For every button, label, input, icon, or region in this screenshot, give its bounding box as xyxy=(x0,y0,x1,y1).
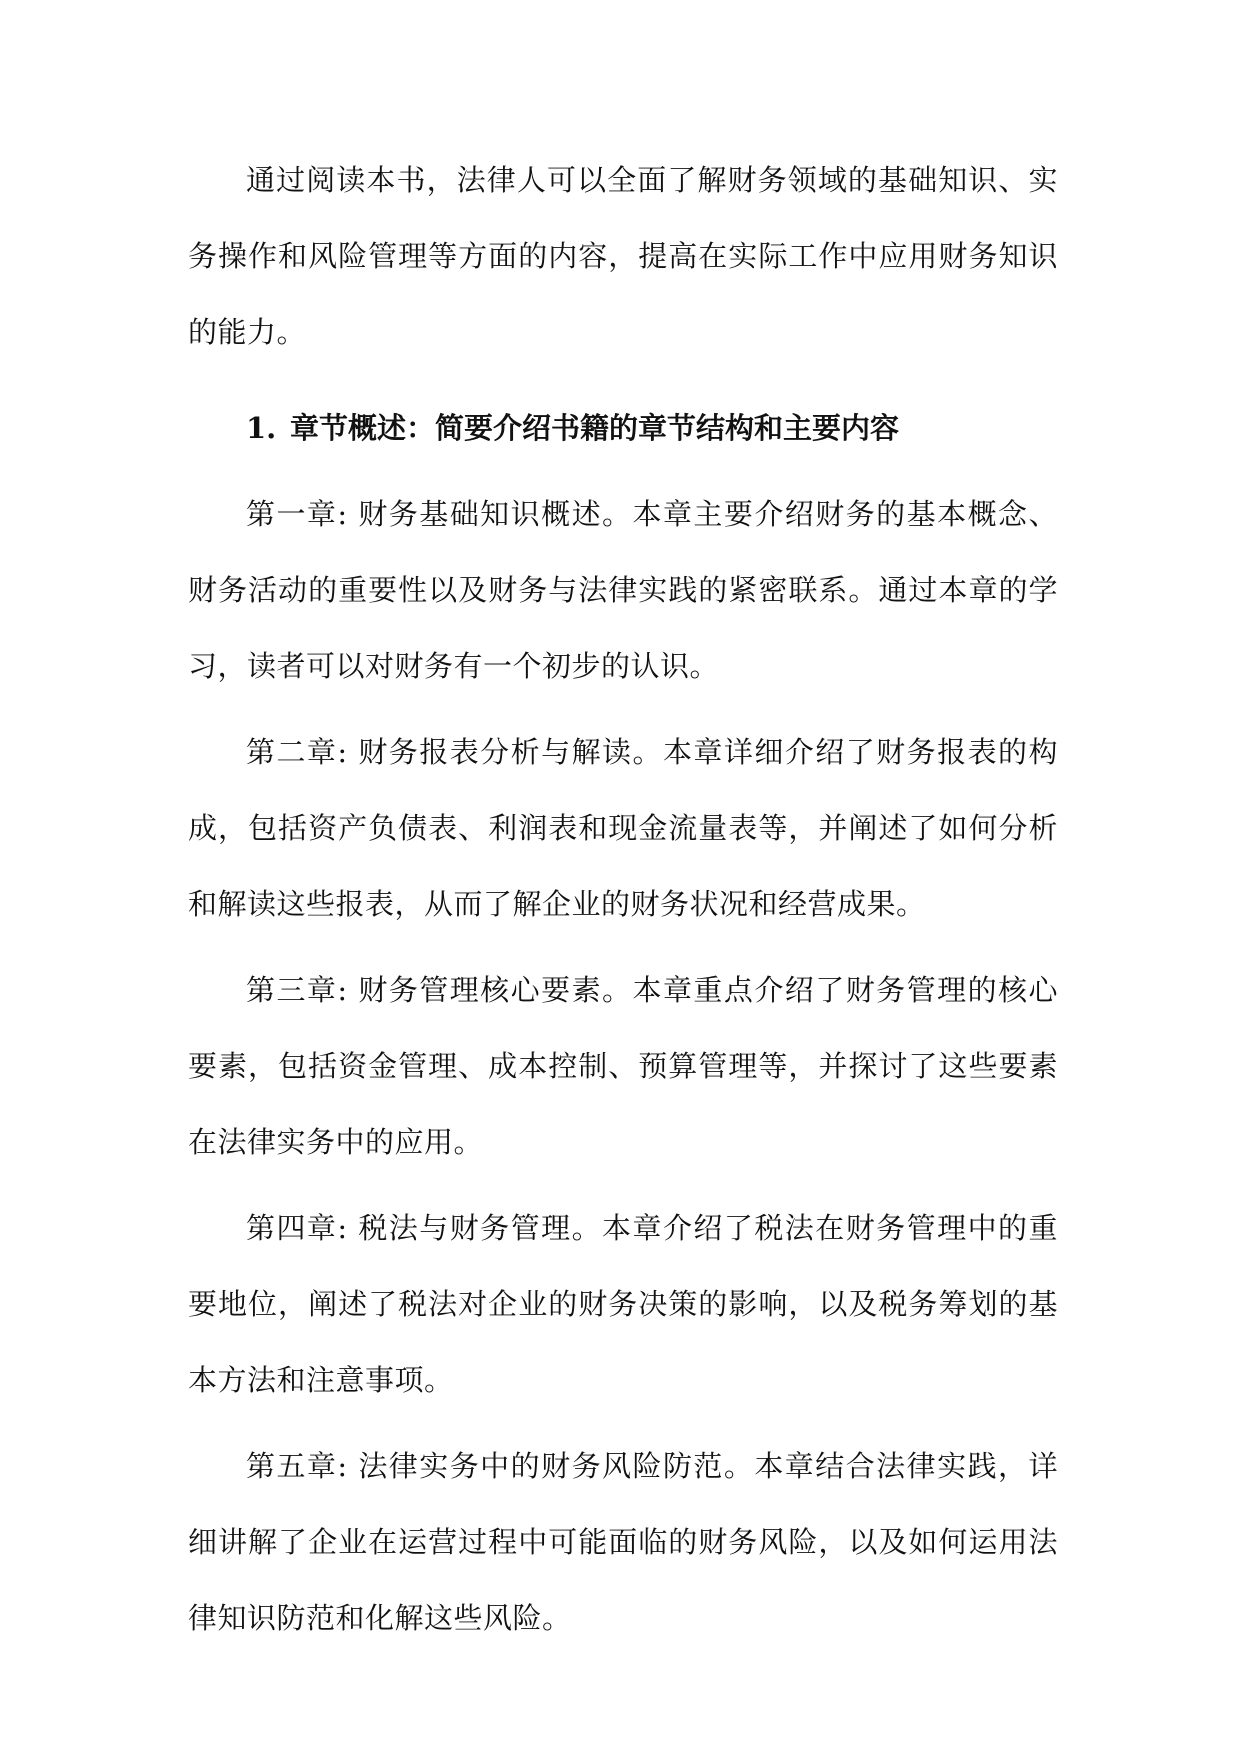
page-content xyxy=(188,142,1058,1666)
chapter-2-paragraph: 第二章: 财务报表分析与解读。本章详细介绍了财务报表的构成，包括资产负债表、利润表和现金流量表等，并阐述了如何分析和解读这些报表，从而了解企业的财务状况和经营成果。 xyxy=(188,735,1058,921)
intro-paragraph: 通过阅读本书，法律人可以全面了解财务领域的基础知识、实务操作和风险管理等方面的内容，提高在实际工作中应用财务知识的能力。 xyxy=(188,163,1058,349)
chapter-1-paragraph: 第一章: 财务基础知识概述。本章主要介绍财务的基本概念、财务活动的重要性以及财务与法律实践的紧密联系。通过本章的学习，读者可以对财务有一个初步的认识。 xyxy=(188,497,1058,683)
chapter-3-paragraph: 第三章: 财务管理核心要素。本章重点介绍了财务管理的核心要素，包括资金管理、成本控制、预算管理等，并探讨了这些要素在法律实务中的应用。 xyxy=(188,973,1058,1159)
chapter-4-paragraph: 第四章: 税法与财务管理。本章介绍了税法在财务管理中的重要地位，阐述了税法对企业的财务决策的影响，以及税务筹划的基本方法和注意事项。 xyxy=(188,1211,1058,1397)
chapter-5-paragraph: 第五章: 法律实务中的财务风险防范。本章结合法律实践，详细讲解了企业在运营过程中可能面临的财务风险，以及如何运用法律知识防范和化解这些风险。 xyxy=(188,1449,1058,1635)
section-number: 1. xyxy=(246,411,277,445)
section-title: 章节概述：简要介绍书籍的章节结构和主要内容 xyxy=(290,411,900,445)
section-heading xyxy=(188,390,1058,466)
